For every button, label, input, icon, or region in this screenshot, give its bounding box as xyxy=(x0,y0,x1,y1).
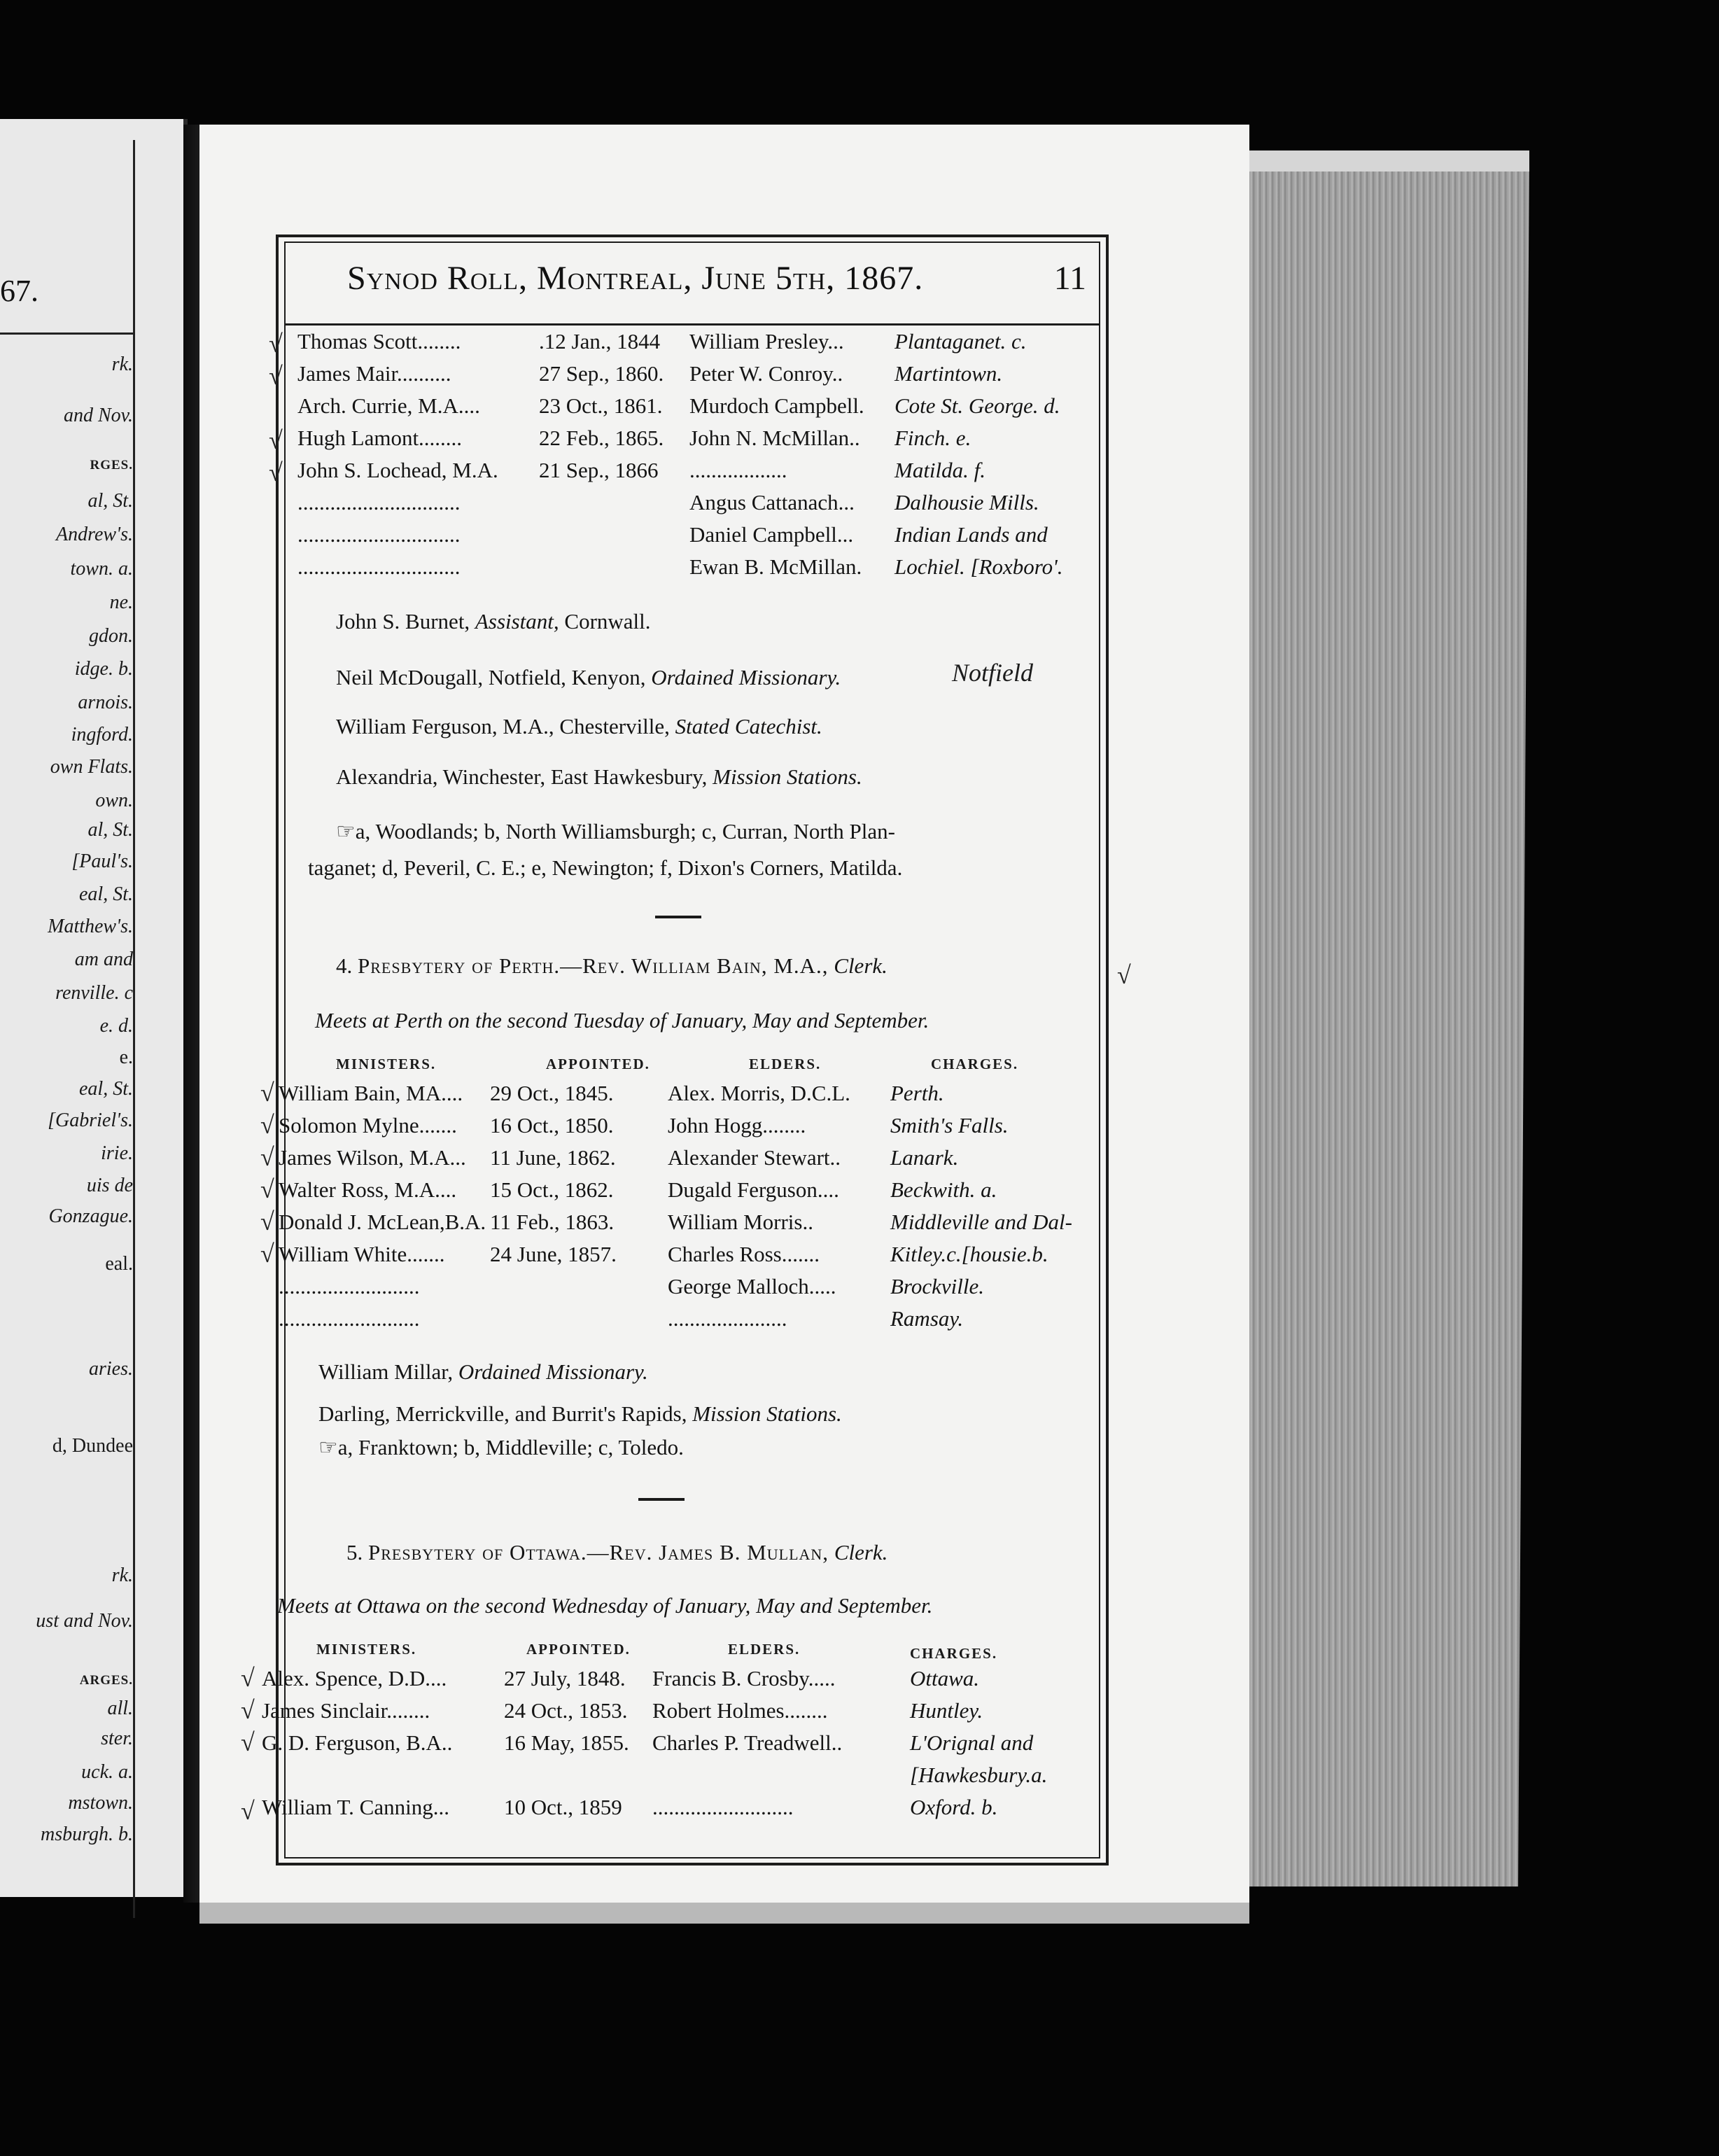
glengarry-stations-line: Alexandria, Winchester, East Hawkesbury, Mission Stations. xyxy=(336,764,862,789)
perth-cell-minister: .......................... xyxy=(279,1306,420,1331)
left-page-fragment: idge. b. xyxy=(74,658,133,680)
section-divider xyxy=(638,1498,685,1501)
left-page-fragment: ingford. xyxy=(71,724,133,746)
ottawa-cell-charge: Oxford. b. xyxy=(910,1795,998,1819)
glengarry-cell-charge: Cote St. George. d. xyxy=(894,393,1060,418)
glengarry-cell-elder: William Presley... xyxy=(689,329,844,354)
perth-footnote: ☞a, Franktown; b, Middleville; c, Toledo. xyxy=(318,1435,684,1460)
glengarry-cell-minister: James Mair.......... xyxy=(297,361,451,386)
handwritten-annotation: Notfield xyxy=(952,659,1033,687)
left-page-fragment: uis de xyxy=(86,1175,133,1196)
ottawa-col-appointed: APPOINTED. xyxy=(526,1641,631,1658)
perth-cell-minister: Donald J. McLean,B.A. xyxy=(279,1210,486,1234)
perth-cell-minister: .......................... xyxy=(279,1274,420,1298)
left-page-fragment: ster. xyxy=(101,1728,133,1749)
perth-cell-appointed: 24 June, 1857. xyxy=(490,1242,617,1266)
perth-cell-appointed: 29 Oct., 1845. xyxy=(490,1081,614,1105)
section-divider xyxy=(655,916,701,918)
glengarry-cell-minister: Arch. Currie, M.A.... xyxy=(297,393,480,418)
perth-cell-charge: Perth. xyxy=(890,1081,944,1105)
glengarry-cell-charge: Martintown. xyxy=(894,361,1003,386)
glengarry-cell-elder: Peter W. Conroy.. xyxy=(689,361,843,386)
ottawa-cell-elder: Robert Holmes........ xyxy=(652,1698,828,1723)
ottawa-heading: 5. Presbytery of Ottawa.—Rev. James B. Mullan, Clerk. xyxy=(346,1540,888,1564)
perth-cell-appointed: 11 Feb., 1863. xyxy=(490,1210,615,1234)
perth-cell-appointed: 15 Oct., 1862. xyxy=(490,1177,614,1202)
ottawa-cell-minister: William T. Canning... xyxy=(262,1795,449,1819)
check-mark: √ xyxy=(269,458,283,486)
perth-cell-charge: Beckwith. a. xyxy=(890,1177,997,1202)
check-mark: √ xyxy=(241,1664,255,1692)
ottawa-cell-charge: [Hawkesbury.a. xyxy=(910,1763,1048,1787)
glengarry-cell-appointed: 22 Feb., 1865. xyxy=(539,426,664,450)
glengarry-cell-charge: Finch. e. xyxy=(894,426,971,450)
left-page-fragment: irie. xyxy=(101,1142,133,1164)
perth-col-charges: CHARGES. xyxy=(931,1056,1019,1072)
check-mark: √ xyxy=(241,1797,255,1825)
left-page-fragment: al, St. xyxy=(87,819,133,841)
left-page-fragment: [Gabriel's. xyxy=(48,1110,133,1131)
check-mark: √ xyxy=(269,362,283,390)
glengarry-cell-elder: John N. McMillan.. xyxy=(689,426,860,450)
perth-cell-charge: Middleville and Dal- xyxy=(890,1210,1072,1234)
left-page-fragment: rk. xyxy=(111,1564,133,1586)
left-page-fragment: ne. xyxy=(109,592,133,613)
perth-cell-elder: George Malloch..... xyxy=(668,1274,836,1298)
ottawa-cell-charge: L'Orignal and xyxy=(910,1730,1034,1755)
left-page-fragment: uck. a. xyxy=(81,1761,133,1783)
ferguson-line: William Ferguson, M.A., Chesterville, Stated Catechist. xyxy=(336,714,822,738)
left-page-fragment: e. d. xyxy=(99,1015,133,1037)
pointing-hand-icon: ☞ xyxy=(318,1435,338,1460)
glengarry-cell-charge: Dalhousie Mills. xyxy=(894,490,1039,514)
ottawa-cell-appointed: 24 Oct., 1853. xyxy=(504,1698,628,1723)
ottawa-cell-elder: Francis B. Crosby..... xyxy=(652,1666,836,1690)
page-title: Synod Roll, Montreal, June 5th, 1867. xyxy=(347,260,924,297)
left-page-fragment: Matthew's. xyxy=(48,916,133,937)
glengarry-cell-appointed: .12 Jan., 1844 xyxy=(539,329,661,354)
glengarry-cell-elder: Angus Cattanach... xyxy=(689,490,855,514)
left-page-fragment: own Flats. xyxy=(50,756,133,778)
glengarry-cell-minister: .............................. xyxy=(297,554,461,579)
glengarry-cell-minister: Thomas Scott........ xyxy=(297,329,461,354)
ottawa-cell-elder: .......................... xyxy=(652,1795,794,1819)
perth-cell-elder: Charles Ross....... xyxy=(668,1242,820,1266)
book-fore-edge-top xyxy=(1249,150,1529,172)
perth-col-appointed: APPOINTED. xyxy=(546,1056,650,1072)
page-bottom-edge xyxy=(199,1903,1249,1924)
left-page-fragment: renville. c xyxy=(55,982,133,1004)
pointing-hand-icon: ☞ xyxy=(336,819,356,844)
perth-meets: Meets at Perth on the second Tuesday of January, May and September. xyxy=(315,1008,929,1032)
left-page-fragment: RGES. xyxy=(90,458,133,472)
left-page-fragment: al, St. xyxy=(87,490,133,512)
perth-cell-charge: Lanark. xyxy=(890,1145,959,1170)
left-page-fragment: town. a. xyxy=(70,558,133,580)
glengarry-cell-elder: .................. xyxy=(689,458,787,482)
perth-cell-minister: Walter Ross, M.A.... xyxy=(279,1177,457,1202)
glengarry-cell-appointed: 21 Sep., 1866 xyxy=(539,458,659,482)
ottawa-meets: Meets at Ottawa on the second Wednesday of January, May and September. xyxy=(277,1593,933,1618)
check-mark: √ xyxy=(269,426,283,454)
perth-col-elders: ELDERS. xyxy=(749,1056,822,1072)
perth-cell-appointed: 11 June, 1862. xyxy=(490,1145,616,1170)
left-page-fragment: e. xyxy=(119,1046,133,1068)
header-rule xyxy=(284,323,1100,326)
perth-stations-line: Darling, Merrickville, and Burrit's Rapids, Mission Stations. xyxy=(318,1401,842,1426)
ottawa-col-ministers: MINISTERS. xyxy=(316,1641,417,1658)
glengarry-cell-elder: Murdoch Campbell. xyxy=(689,393,864,418)
glengarry-cell-elder: Daniel Campbell... xyxy=(689,522,854,547)
left-page-fragment: all. xyxy=(107,1698,133,1719)
left-page-fragment: eal, St. xyxy=(79,1078,133,1100)
check-mark: √ xyxy=(269,330,283,358)
perth-cell-minister: Solomon Mylne....... xyxy=(279,1113,457,1138)
ottawa-cell-appointed: 27 July, 1848. xyxy=(504,1666,626,1690)
glengarry-footnote-1: ☞a, Woodlands; b, North Williamsburgh; c, Curran, North Plan- xyxy=(336,819,895,844)
glengarry-cell-minister: Hugh Lamont........ xyxy=(297,426,463,450)
check-mark: √ xyxy=(260,1208,274,1236)
left-page-fragment: d, Dundee xyxy=(52,1435,133,1457)
left-page-fragment: Andrew's. xyxy=(56,524,133,545)
ottawa-cell-charge: Huntley. xyxy=(910,1698,983,1723)
perth-cell-elder: Alexander Stewart.. xyxy=(668,1145,841,1170)
mcdougall-line: Neil McDougall, Notfield, Kenyon, Ordained Missionary. xyxy=(336,665,841,690)
ottawa-cell-elder: Charles P. Treadwell.. xyxy=(652,1730,843,1755)
ottawa-cell-appointed: 10 Oct., 1859 xyxy=(504,1795,622,1819)
ottawa-cell-minister: James Sinclair........ xyxy=(262,1698,430,1723)
burnet-line: John S. Burnet, Assistant, Cornwall. xyxy=(336,609,651,634)
check-mark: √ xyxy=(260,1143,274,1171)
perth-cell-elder: ...................... xyxy=(668,1306,787,1331)
perth-cell-elder: William Morris.. xyxy=(668,1210,813,1234)
left-page-header-rule xyxy=(0,332,133,335)
book-fore-edge xyxy=(1249,150,1529,1886)
ottawa-cell-appointed: 16 May, 1855. xyxy=(504,1730,629,1755)
page-number: 11 xyxy=(1053,260,1086,297)
glengarry-cell-elder: Ewan B. McMillan. xyxy=(689,554,862,579)
perth-cell-elder: Dugald Ferguson.... xyxy=(668,1177,839,1202)
check-mark: √ xyxy=(1117,961,1131,989)
left-page-fragment: ust and Nov. xyxy=(36,1610,133,1632)
perth-cell-minister: James Wilson, M.A... xyxy=(279,1145,466,1170)
glengarry-cell-appointed: 23 Oct., 1861. xyxy=(539,393,663,418)
left-page-fragment: msburgh. b. xyxy=(41,1823,133,1845)
check-mark: √ xyxy=(260,1111,274,1139)
left-page-fragment: ARGES. xyxy=(79,1673,133,1688)
ottawa-cell-minister: G. D. Ferguson, B.A.. xyxy=(262,1730,453,1755)
left-page-fragment: and Nov. xyxy=(63,405,133,426)
perth-cell-charge: Brockville. xyxy=(890,1274,984,1298)
left-page-fragment: eal. xyxy=(105,1253,133,1275)
perth-cell-minister: William White....... xyxy=(279,1242,445,1266)
perth-cell-charge: Kitley.c.[housie.b. xyxy=(890,1242,1048,1266)
check-mark: √ xyxy=(241,1728,255,1756)
perth-cell-charge: Smith's Falls. xyxy=(890,1113,1009,1138)
perth-cell-elder: John Hogg........ xyxy=(668,1113,806,1138)
ottawa-col-charges: CHARGES. xyxy=(910,1645,998,1662)
left-page-fragment: arnois. xyxy=(78,692,133,713)
glengarry-cell-charge: Matilda. f. xyxy=(894,458,986,482)
ottawa-cell-minister: Alex. Spence, D.D.... xyxy=(262,1666,447,1690)
check-mark: √ xyxy=(260,1240,274,1268)
perth-cell-minister: William Bain, MA.... xyxy=(279,1081,463,1105)
glengarry-cell-minister: .............................. xyxy=(297,522,461,547)
millar-line: William Millar, Ordained Missionary. xyxy=(318,1359,648,1384)
perth-heading: 4. Presbytery of Perth.—Rev. William Bain, M.A., Clerk. xyxy=(336,953,887,978)
glengarry-cell-charge: Indian Lands and xyxy=(894,522,1048,547)
perth-cell-appointed: 16 Oct., 1850. xyxy=(490,1113,614,1138)
left-page-fragment: gdon. xyxy=(89,625,133,647)
perth-col-ministers: MINISTERS. xyxy=(336,1056,437,1072)
ottawa-cell-charge: Ottawa. xyxy=(910,1666,980,1690)
glengarry-cell-minister: .............................. xyxy=(297,490,461,514)
check-mark: √ xyxy=(260,1079,274,1107)
glengarry-cell-minister: John S. Lochead, M.A. xyxy=(297,458,498,482)
glengarry-footnote-2: taganet; d, Peveril, C. E.; e, Newington; f, Dixon's Corners, Matilda. xyxy=(308,855,903,880)
ottawa-col-elders: ELDERS. xyxy=(728,1641,801,1658)
check-mark: √ xyxy=(241,1696,255,1724)
page-header xyxy=(284,259,1100,301)
glengarry-cell-charge: Lochiel. [Roxboro'. xyxy=(894,554,1063,579)
perth-cell-charge: Ramsay. xyxy=(890,1306,964,1331)
left-page-fragment: rk. xyxy=(111,354,133,375)
left-page-fragment: eal, St. xyxy=(79,883,133,905)
left-page-fragment: Gonzague. xyxy=(48,1205,133,1227)
left-page-fragment: [Paul's. xyxy=(71,850,133,872)
left-page-fragment: aries. xyxy=(89,1358,133,1380)
glengarry-cell-charge: Plantaganet. c. xyxy=(894,329,1027,354)
check-mark: √ xyxy=(260,1175,274,1203)
glengarry-cell-appointed: 27 Sep., 1860. xyxy=(539,361,664,386)
left-page-header: 67. xyxy=(0,274,38,308)
left-page-fragment: mstown. xyxy=(68,1792,133,1814)
left-page-fragment: own. xyxy=(95,790,133,811)
perth-cell-elder: Alex. Morris, D.C.L. xyxy=(668,1081,850,1105)
left-page-fragment: am and xyxy=(74,948,133,970)
